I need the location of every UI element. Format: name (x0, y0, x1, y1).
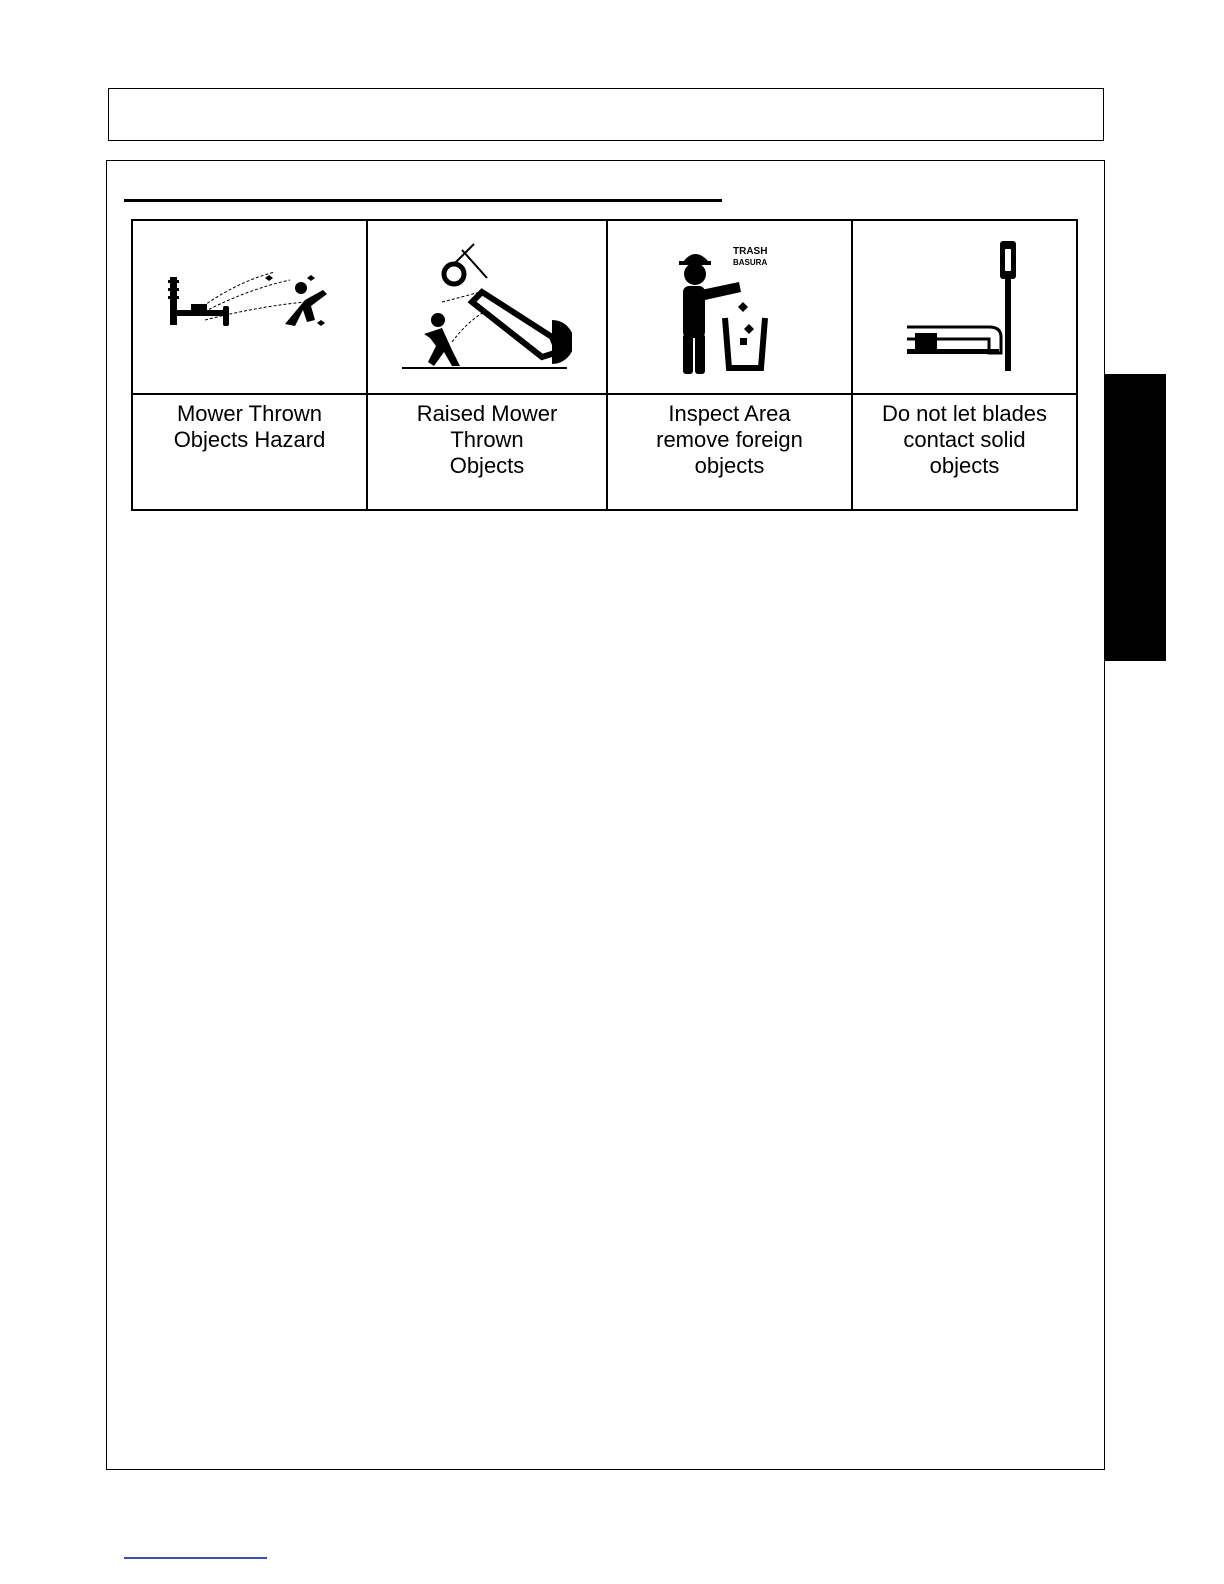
decal-caption-2: Raised Mower Thrown Objects (367, 394, 607, 510)
section-title-rule (124, 199, 722, 202)
page-header-box (108, 88, 1104, 141)
svg-text:TRASH: TRASH (732, 245, 767, 257)
decal-caption-4: Do not let blades contact solid objects (852, 394, 1077, 510)
decal-cell-2 (367, 220, 607, 394)
decal-cell-3 (607, 220, 852, 394)
decal-caption-3: Inspect Area remove foreign objects (607, 394, 852, 510)
safety-decal-table (131, 219, 1078, 511)
blade-solid-object-icon (905, 237, 1025, 377)
inspect-area-trash-icon (665, 240, 795, 375)
decal-caption-1: Mower Thrown Objects Hazard (132, 394, 367, 510)
svg-text:BASURA: BASURA (732, 257, 767, 267)
decal-cell-4 (852, 220, 1077, 394)
raised-mower-thrown-objects-icon (402, 242, 572, 372)
mower-thrown-objects-icon (165, 272, 335, 342)
decal-cell-1 (132, 220, 367, 394)
section-side-tab (1105, 374, 1166, 661)
footer-link-underline[interactable] (124, 1557, 267, 1559)
